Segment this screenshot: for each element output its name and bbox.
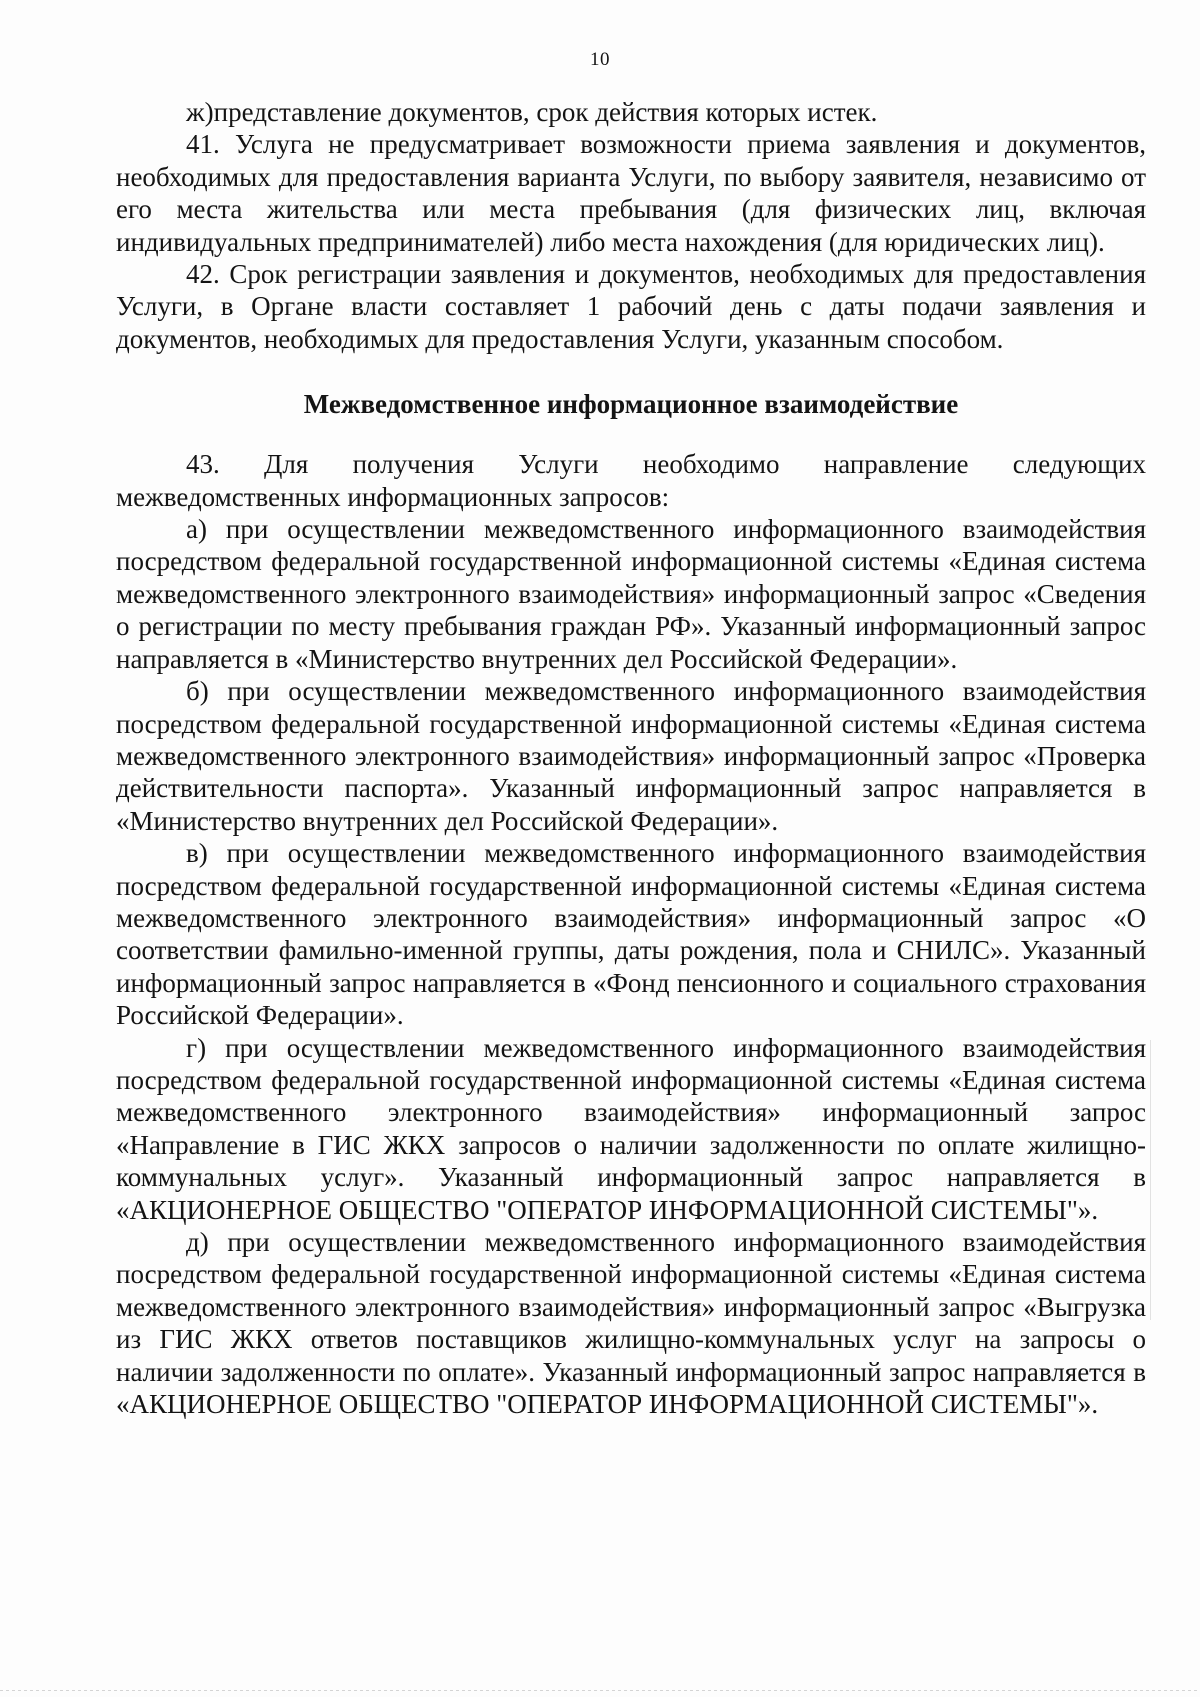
paragraph-42: 42. Срок регистрации заявления и документов, необходимых для предоставления Услуги, в Органе власти составляет 1 рабочий день с даты подачи заявления и документов, необходимых для предоставления Услуги, указанным способом. — [116, 259, 1146, 354]
page-number: 10 — [590, 49, 610, 70]
paragraph-43-d: д) при осуществлении межведомственного информационного взаимодействия посредством федеральной государственной информационной системы «Единая система межведомственного электронного взаимодействия» информационный запрос «Выгрузка из ГИС ЖКХ ответов поставщиков жилищно-коммунальных услуг на запросы о наличии задолженности по оплате». Указанный информационный запрос направляется в «АКЦИОНЕРНОЕ ОБЩЕСТВО "ОПЕРАТОР ИНФОРМАЦИОННОЙ СИСТЕМЫ"». — [116, 1227, 1146, 1420]
paragraph-43-a: а) при осуществлении межведомственного информационного взаимодействия посредством федеральной государственной информационной системы «Единая система межведомственного электронного взаимодействия» информационный запрос «Сведения о регистрации по месту пребывания граждан РФ». Указанный информационный запрос направляется в «Министерство внутренних дел Российской Федерации». — [116, 514, 1146, 674]
paragraph-43: 43. Для получения Услуги необходимо направление следующих межведомственных информационных запросов: — [116, 449, 1146, 512]
paragraph-43-g: г) при осуществлении межведомственного информационного взаимодействия посредством федеральной государственной информационной системы «Единая система межведомственного электронного взаимодействия» информационный запрос «Направление в ГИС ЖКХ запросов о наличии задолженности по оплате жилищно-коммунальных услуг». Указанный информационный запрос направляется в «АКЦИОНЕРНОЕ ОБЩЕСТВО "ОПЕРАТОР ИНФОРМАЦИОННОЙ СИСТЕМЫ"». — [116, 1032, 1146, 1225]
paragraph-41: 41. Услуга не предусматривает возможности приема заявления и документов, необходимых для предоставления варианта Услуги, по выбору заявителя, независимо от его места жительства или места пребывания (для физических лиц, включая индивидуальных предпринимателей) либо места нахождения (для юридических лиц). — [116, 129, 1146, 257]
scan-artifact-bottom-edge — [0, 1690, 1200, 1691]
document-body — [116, 96, 1146, 1420]
paragraph-43-b: б) при осуществлении межведомственного информационного взаимодействия посредством федеральной государственной информационной системы «Единая система межведомственного электронного взаимодействия» информационный запрос «Проверка действительности паспорта». Указанный информационный запрос направляется в «Министерство внутренних дел Российской Федерации». — [116, 676, 1146, 836]
scan-artifact-vertical — [1150, 1040, 1151, 1320]
paragraph-43-v: в) при осуществлении межведомственного информационного взаимодействия посредством федеральной государственной информационной системы «Единая система межведомственного электронного взаимодействия» информационный запрос «О соответствии фамильно-именной группы, даты рождения, пола и СНИЛС». Указанный информационный запрос направляется в «Фонд пенсионного и социального страхования Российской Федерации». — [116, 838, 1146, 1031]
section-heading: Межведомственное информационное взаимодействие — [303, 389, 959, 420]
paragraph-item-zh: ж)представление документов, срок действия которых истек. — [186, 97, 878, 127]
